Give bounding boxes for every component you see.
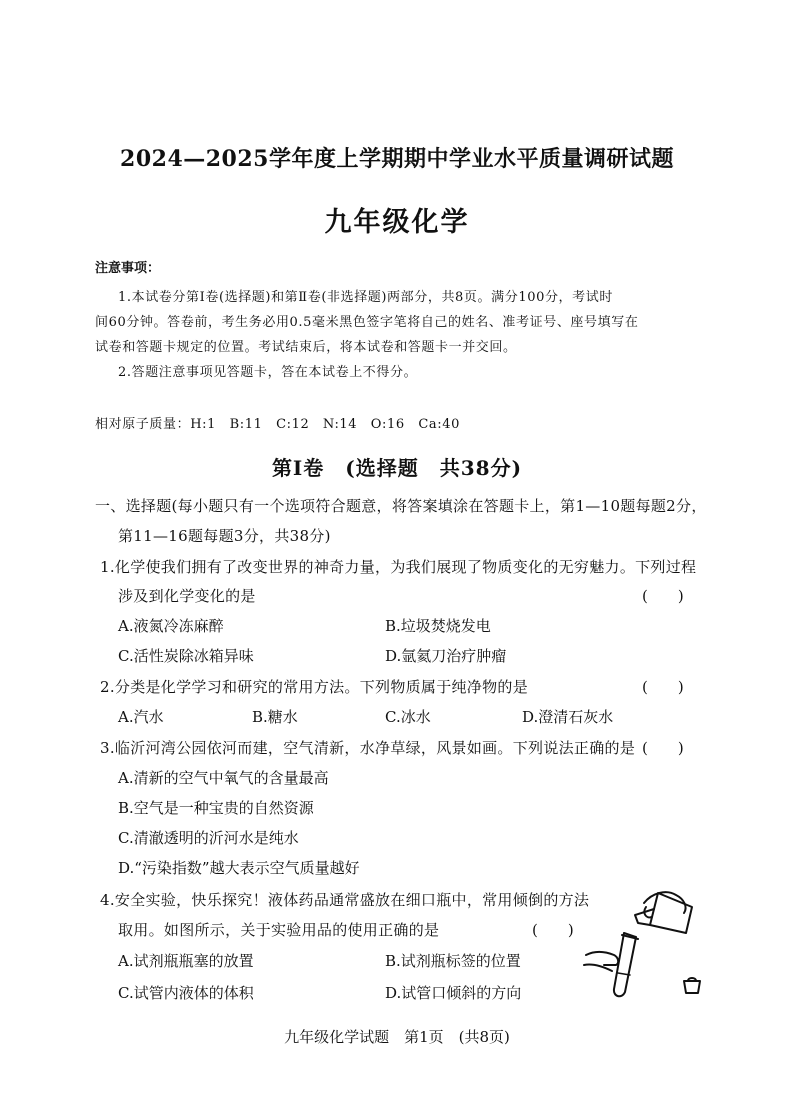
q3-stem: 3.临沂河湾公园依河而建，空气清新，水净草绿，风景如画。下列说法正确的是 [100,739,636,757]
q1-stem-line-2: 涉及到化学变化的是 [118,587,256,605]
reagent-bottle [650,893,692,933]
notes-heading: 注意事项： [95,261,161,276]
bottle-stopper [684,981,700,993]
q3-option-c: C.清澈透明的沂河水是纯水 [118,829,299,847]
q4-option-b: B.试剂瓶标签的位置 [385,952,521,970]
hand-holding-tube [586,952,618,965]
q3-answer-paren: ( ) [642,739,684,757]
q2-answer-paren: ( ) [642,678,684,696]
q4-answer-paren: ( ) [532,921,574,939]
section-title: 第Ⅰ卷 (选择题 共38分) [271,456,523,480]
q2-option-c: C.冰水 [385,708,431,726]
q4-stem-line-2: 取用。如图所示，关于实验用品的使用正确的是 [118,921,440,939]
q4-option-d: D.试管口倾斜的方向 [385,984,522,1002]
q1-stem-line-1: 1.化学使我们拥有了改变世界的神奇力量，为我们展现了物质变化的无穷魅力。下列过程 [100,558,697,576]
atomic-masses: 相对原子质量：H:1 B:11 C:12 N:14 O:16 Ca:40 [95,417,460,432]
pouring-liquid-illustration [580,885,710,1005]
page-footer: 九年级化学试题 第1页 (共8页) [284,1028,510,1046]
notes-line-4: 2.答题注意事项见答题卡，答在本试卷上不得分。 [118,365,418,380]
q4-option-c: C.试管内液体的体积 [118,984,254,1002]
q2-stem: 2.分类是化学学习和研究的常用方法。下列物质属于纯净物的是 [100,678,529,696]
q3-option-b: B.空气是一种宝贵的自然资源 [118,799,314,817]
exam-title: 2024—2025学年度上学期期中学业水平质量调研试题 [120,146,674,172]
q2-option-b: B.糖水 [252,708,298,726]
notes-line-3: 试卷和答题卡规定的位置。考试结束后，将本试卷和答题卡一并交回。 [95,340,517,355]
q4-option-a: A.试剂瓶瓶塞的放置 [118,952,254,970]
section-intro-line-2: 第11—16题每题3分，共38分) [118,527,331,545]
q1-option-c: C.活性炭除冰箱异味 [118,647,254,665]
q2-option-a: A.汽水 [118,708,164,726]
q4-stem-line-1: 4.安全实验，快乐探究！液体药品通常盛放在细口瓶中，常用倾倒的方法 [100,891,590,909]
q2-option-d: D.澄清石灰水 [522,708,614,726]
notes-line-1: 1.本试卷分第Ⅰ卷(选择题)和第Ⅱ卷(非选择题)两部分，共8页。满分100分，考试时 [118,290,613,305]
q1-option-a: A.液氮冷冻麻醉 [118,617,224,635]
q1-option-b: B.垃圾焚烧发电 [385,617,491,635]
q3-option-d: D.“污染指数”越大表示空气质量越好 [118,859,360,877]
q3-option-a: A.清新的空气中氧气的含量最高 [118,769,329,787]
q1-option-d: D.氩氦刀治疗肿瘤 [385,647,507,665]
subject-title: 九年级化学 [324,207,470,238]
section-intro-line-1: 一、选择题(每小题只有一个选项符合题意，将答案填涂在答题卡上，第1—10题每题2分， [95,497,707,515]
q1-answer-paren: ( ) [642,587,684,605]
notes-line-2: 间60分钟。答卷前，考生务必用0.5毫米黑色签字笔将自己的姓名、准考证号、座号填写在 [95,315,639,330]
